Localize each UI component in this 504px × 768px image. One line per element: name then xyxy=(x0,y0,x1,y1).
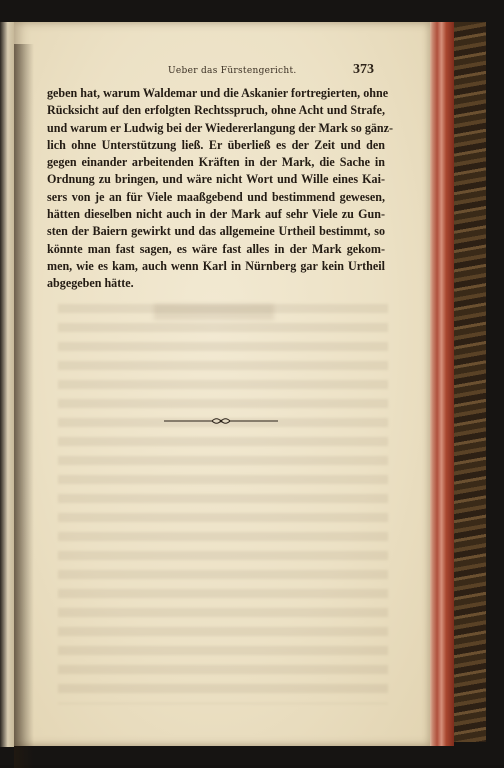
body-text xyxy=(47,85,394,293)
text-line: und warum er Ludwig bei der Wiedererlangung der Mark so gänz- xyxy=(47,120,394,135)
page-header xyxy=(14,62,430,80)
text-line: lich ohne Unterstützung ließ. Er überließ es der Zeit und den xyxy=(47,137,385,152)
facing-page-edge xyxy=(0,22,14,747)
text-line: Rücksicht auf den erfolgten Rechtsspruch, ohne Acht und Strafe, xyxy=(47,103,385,118)
show-through-text xyxy=(58,304,388,704)
book-page xyxy=(14,22,430,746)
divider-ornament xyxy=(162,417,280,425)
text-line: hätten dieselben nicht auch in der Mark auf sehr Viele zu Gun- xyxy=(47,207,385,222)
page-block-edges xyxy=(428,22,454,746)
running-title: Ueber das Fürstengericht. xyxy=(168,66,297,76)
text-line: könnte man fast sagen, es wäre fast alles in der Mark gekom- xyxy=(47,241,385,256)
text-line: sten der Baiern gewirkt und das allgemeine Urtheil bestimmt, so xyxy=(47,224,385,239)
text-line: abgegeben hätte. xyxy=(47,276,134,291)
text-line: men, wie es kam, auch wenn Karl in Nürnberg gar kein Urtheil xyxy=(47,258,385,273)
text-line: geben hat, warum Waldemar und die Askanier fortregierten, ohne xyxy=(47,86,389,100)
page-number: 373 xyxy=(353,62,374,77)
text-line: sers von je an für Viele maaßgebend und bestimmend gewesen, xyxy=(47,189,385,204)
book-cover-board xyxy=(452,22,486,742)
text-line: Ordnung zu bringen, und wäre nicht Wort und Wille eines Kai- xyxy=(47,172,385,187)
spine-shadow xyxy=(14,44,34,768)
text-line: gegen einander arbeitenden Kräften in der Mark, die Sache in xyxy=(47,155,385,170)
